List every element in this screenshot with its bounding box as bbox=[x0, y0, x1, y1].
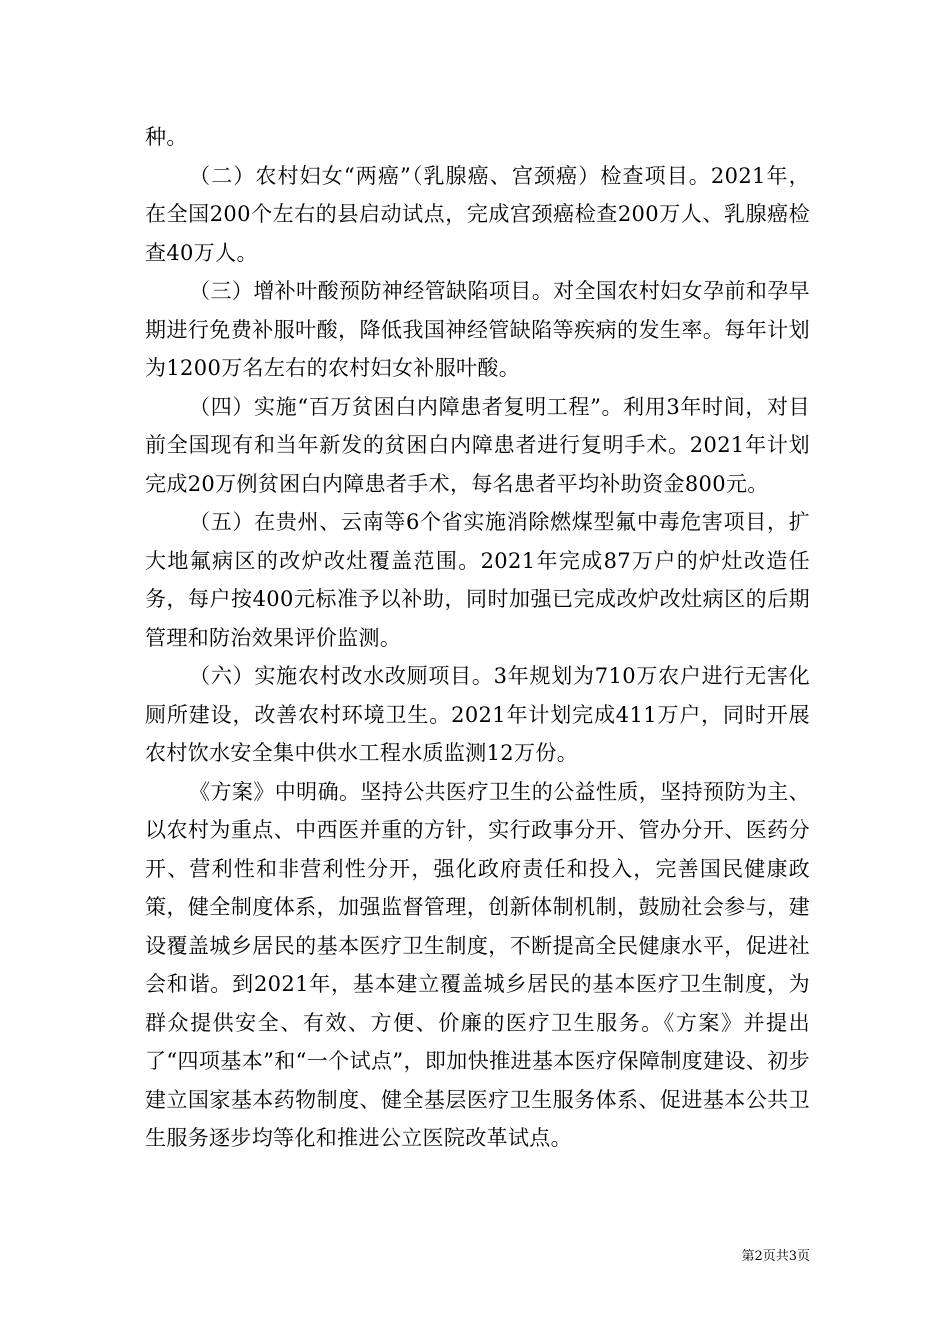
page-number: 第2页共3页 bbox=[741, 1249, 810, 1264]
paragraph-plan-summary: 《方案》中明确。坚持公共医疗卫生的公益性质，坚持预防为主、以农村为重点、中西医并重的方针，实行政事分开、管办分开、医药分开、营利性和非营利性分开，强化政府责任和投入，完善国民健康政策，健全制度体系，加强监督管理，创新体制机制，鼓励社会参与，建设覆盖城乡居民的基本医疗卫生制度，不断提高全民健康水平，促进社会和谐。到2021年，基本建立覆盖城乡居民的基本医疗卫生制度，为群众提供安全、有效、方便、价廉的医疗卫生服务。《方案》并提出了“四项基本”和“一个试点”，即加快推进基本医疗保障制度建设、初步建立国家基本药物制度、健全基层医疗卫生服务体系、促进基本公共卫生服务逐步均等化和推进公立医院改革试点。 bbox=[145, 779, 810, 1150]
paragraph-item-3: （三）增补叶酸预防神经管缺陷项目。对全国农村妇女孕前和孕早期进行免费补服叶酸，降低我国神经管缺陷等疾病的发生率。每年计划为1200万名左右的农村妇女补服叶酸。 bbox=[145, 279, 810, 380]
paragraph-item-6: （六）实施农村改水改厕项目。3年规划为710万农户进行无害化厕所建设，改善农村环境卫生。2021年计划完成411万户，同时开展农村饮水安全集中供水工程水质监测12万份。 bbox=[145, 664, 810, 765]
paragraph-item-2: （二）农村妇女“两癌”（乳腺癌、宫颈癌）检查项目。2021年，在全国200个左右的县启动试点，完成宫颈癌检查200万人、乳腺癌检查40万人。 bbox=[145, 163, 810, 265]
document-body bbox=[145, 118, 810, 1158]
paragraph-item-4: （四）实施“百万贫困白内障患者复明工程”。利用3年时间，对目前全国现有和当年新发的贫困白内障患者进行复明手术。2021年计划完成20万例贫困白内障患者手术，每名患者平均补助资金800元。 bbox=[145, 394, 810, 496]
paragraph-item-5: （五）在贵州、云南等6个省实施消除燃煤型氟中毒危害项目，扩大地氟病区的改炉改灶覆盖范围。2021年完成87万户的炉灶改造任务，每户按400元标准予以补助，同时加强已完成改炉改灶病区的后期管理和防治效果评价监测。 bbox=[145, 510, 810, 650]
paragraph-continuation: 种。 bbox=[145, 125, 188, 149]
